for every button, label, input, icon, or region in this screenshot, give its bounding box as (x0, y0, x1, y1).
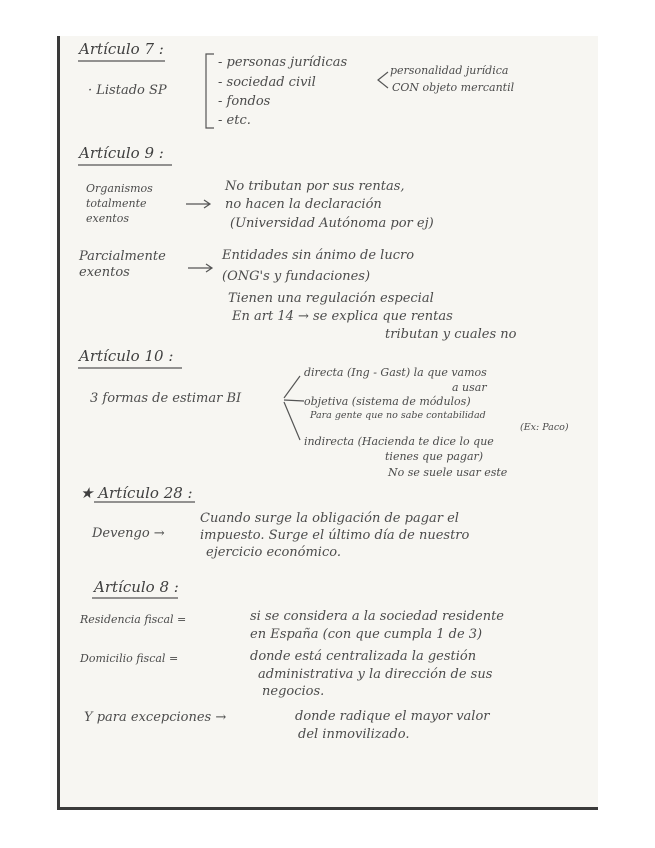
art10-branch-objetiva: objetiva (sistema de módulos) (304, 395, 471, 408)
art9-partial-text: (ONG's y fundaciones) (222, 269, 371, 284)
art7-item: - personas jurídicas (218, 55, 348, 70)
art9-total-text: No tributan por sus rentas, (225, 179, 405, 194)
art9-heading: Artículo 9 : (79, 144, 164, 162)
art9-partial-text: Tienen una regulación especial (228, 291, 434, 306)
art8-excepciones-label: Y para excepciones → (84, 710, 227, 725)
art8-domicilio-text: administrativa y la dirección de sus (258, 667, 493, 682)
art10-branch-objetiva: (Ex: Paco) (520, 422, 569, 433)
art10-branch-lines (284, 376, 304, 440)
art8-excepciones-text: del inmovilizado. (298, 727, 410, 742)
art7-listado-label: · Listado SP (88, 83, 167, 98)
art10-branch-directa: a usar (452, 381, 487, 394)
art9-total-label: totalmente (86, 197, 147, 210)
art10-branch-indirecta: indirecta (Hacienda te dice lo que (304, 435, 494, 448)
art7-heading: Artículo 7 : (79, 40, 164, 58)
art8-domicilio-text: donde está centralizada la gestión (250, 649, 477, 664)
art7-item: - sociedad civil (218, 75, 316, 90)
art9-total-label: exentos (86, 212, 129, 225)
art28-text: impuesto. Surge el último día de nuestro (200, 528, 470, 543)
art7-note: CON objeto mercantil (392, 81, 515, 94)
art8-domicilio-label: Domicilio fiscal = (80, 652, 179, 665)
art10-heading: Artículo 10 : (79, 347, 174, 365)
art10-bi-label: 3 formas de estimar BI (90, 391, 242, 406)
art9-total-label: Organismos (86, 182, 153, 195)
art8-residencia-text: si se considera a la sociedad residente (250, 609, 505, 624)
art7-list-bracket (206, 54, 214, 128)
art9-partial-text: tributan y cuales no (385, 327, 517, 342)
art10-branch-directa: directa (Ing - Gast) la que vamos (304, 366, 487, 379)
art9-partial-label: Parcialmente (79, 249, 166, 264)
art9-total-text: no hacen la declaración (225, 197, 382, 212)
art28-text: ejercicio económico. (206, 545, 341, 560)
art9-total-text: (Universidad Autónoma por ej) (230, 216, 434, 231)
art9-partial-arrow (188, 264, 212, 272)
art8-domicilio-text: negocios. (262, 684, 325, 699)
art7-note-chevron (378, 72, 388, 88)
art9-total-arrow (186, 200, 210, 208)
art7-note: personalidad jurídica (390, 64, 509, 77)
art7-item: - etc. (218, 113, 251, 128)
art9-partial-text: En art 14 → se explica que rentas (232, 309, 453, 324)
art8-excepciones-text: donde radique el mayor valor (295, 709, 490, 724)
art7-item: - fondos (218, 94, 271, 109)
art8-heading: Artículo 8 : (94, 578, 179, 596)
art8-residencia-label: Residencia fiscal = (80, 613, 187, 626)
art9-partial-text: Entidades sin ánimo de lucro (222, 248, 415, 263)
art10-branch-indirecta: No se suele usar este (388, 466, 508, 479)
art28-devengo-label: Devengo → (92, 526, 165, 541)
art9-partial-label: exentos (79, 265, 130, 280)
art28-heading: ★ Artículo 28 : (80, 484, 193, 502)
art28-text: Cuando surge la obligación de pagar el (200, 511, 459, 526)
art10-branch-objetiva: Para gente que no sabe contabilidad (310, 410, 486, 421)
art10-branch-indirecta: tienes que pagar) (385, 450, 484, 463)
art8-residencia-text: en España (con que cumpla 1 de 3) (250, 627, 483, 642)
